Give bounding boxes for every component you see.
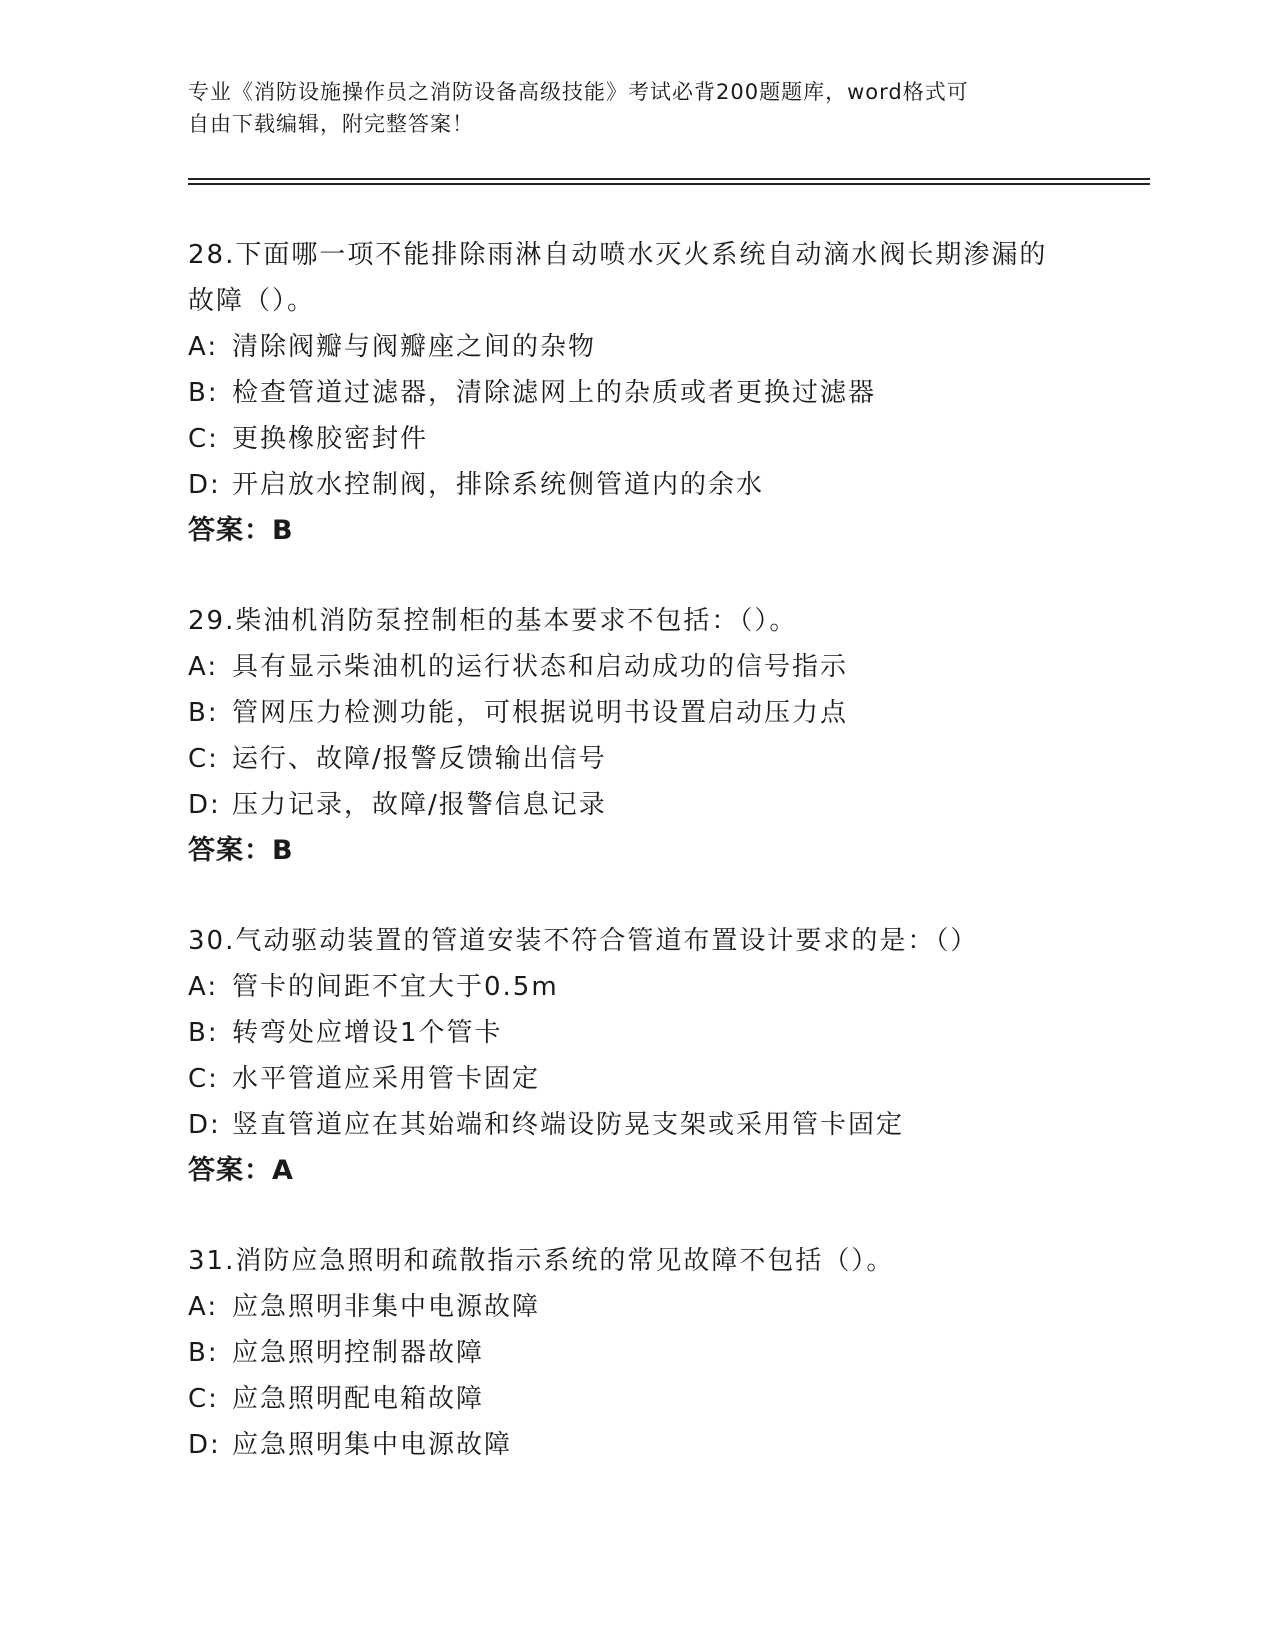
option-text: 检查管道过滤器，清除滤网上的杂质或者更换过滤器 xyxy=(232,378,877,408)
option-b xyxy=(188,690,1088,736)
question-28 xyxy=(188,232,1088,554)
question-stem: 29.柴油机消防泵控制柜的基本要求不包括：（）。 xyxy=(188,606,798,636)
option-text: 开启放水控制阀，排除系统侧管道内的余水 xyxy=(232,470,765,500)
option-text: 转弯处应增设1个管卡 xyxy=(232,1018,503,1048)
question-list xyxy=(188,232,1088,1512)
option-text: 应急照明配电箱故障 xyxy=(232,1384,485,1414)
option-b xyxy=(188,1010,1088,1056)
option-letter: D: xyxy=(188,1430,221,1460)
option-text: 具有显示柴油机的运行状态和启动成功的信号指示 xyxy=(232,652,849,682)
option-d xyxy=(188,462,1088,508)
option-c xyxy=(188,736,1088,782)
option-text: 竖直管道应在其始端和终端设防晃支架或采用管卡固定 xyxy=(232,1110,905,1140)
option-d xyxy=(188,782,1088,828)
option-text: 管卡的间距不宜大于0.5m xyxy=(232,972,559,1002)
option-letter: A: xyxy=(188,332,219,362)
option-letter: B: xyxy=(188,698,219,728)
question-30 xyxy=(188,918,1088,1194)
question-stem: 30.气动驱动装置的管道安装不符合管道布置设计要求的是：（） xyxy=(188,926,979,956)
option-text: 运行、故障/报警反馈输出信号 xyxy=(232,744,607,774)
option-c xyxy=(188,1056,1088,1102)
question-29 xyxy=(188,598,1088,874)
option-letter: A: xyxy=(188,1292,219,1322)
question-31 xyxy=(188,1238,1088,1468)
option-c xyxy=(188,416,1088,462)
option-letter: D: xyxy=(188,1110,221,1140)
option-letter: C: xyxy=(188,424,219,454)
header-line-2: 自由下载编辑，附完整答案！ xyxy=(188,112,474,136)
option-text: 水平管道应采用管卡固定 xyxy=(232,1064,541,1094)
option-letter: D: xyxy=(188,790,221,820)
option-letter: C: xyxy=(188,744,219,774)
option-d xyxy=(188,1102,1088,1148)
option-text: 清除阀瓣与阀瓣座之间的杂物 xyxy=(232,332,597,362)
option-letter: B: xyxy=(188,378,219,408)
option-text: 应急照明集中电源故障 xyxy=(232,1430,513,1460)
question-stem: 31.消防应急照明和疏散指示系统的常见故障不包括（）。 xyxy=(188,1246,895,1276)
option-a xyxy=(188,644,1088,690)
answer-line: 答案：B xyxy=(188,515,294,546)
option-letter: B: xyxy=(188,1338,219,1368)
option-c xyxy=(188,1376,1088,1422)
header-divider-bottom xyxy=(188,183,1150,185)
question-stem-continued: 故障（）。 xyxy=(188,286,316,316)
answer-line: 答案：A xyxy=(188,1155,294,1186)
option-letter: A: xyxy=(188,652,219,682)
option-letter: A: xyxy=(188,972,219,1002)
option-b xyxy=(188,370,1088,416)
option-letter: C: xyxy=(188,1384,219,1414)
option-letter: C: xyxy=(188,1064,219,1094)
header-line-1: 专业《消防设施操作员之消防设备高级技能》考试必背200题题库，word格式可 xyxy=(188,80,969,104)
option-text: 应急照明非集中电源故障 xyxy=(232,1292,541,1322)
question-stem: 28.下面哪一项不能排除雨淋自动喷水灭火系统自动滴水阀长期渗漏的 xyxy=(188,240,1048,270)
option-b xyxy=(188,1330,1088,1376)
option-d xyxy=(188,1422,1088,1468)
document-header xyxy=(188,76,1068,140)
answer-line: 答案：B xyxy=(188,835,294,866)
option-letter: B: xyxy=(188,1018,219,1048)
option-a xyxy=(188,324,1088,370)
option-text: 应急照明控制器故障 xyxy=(232,1338,485,1368)
option-a xyxy=(188,1284,1088,1330)
option-text: 管网压力检测功能，可根据说明书设置启动压力点 xyxy=(232,698,849,728)
option-a xyxy=(188,964,1088,1010)
option-text: 更换橡胶密封件 xyxy=(232,424,429,454)
header-divider-top xyxy=(188,178,1150,180)
option-text: 压力记录，故障/报警信息记录 xyxy=(232,790,607,820)
option-letter: D: xyxy=(188,470,221,500)
